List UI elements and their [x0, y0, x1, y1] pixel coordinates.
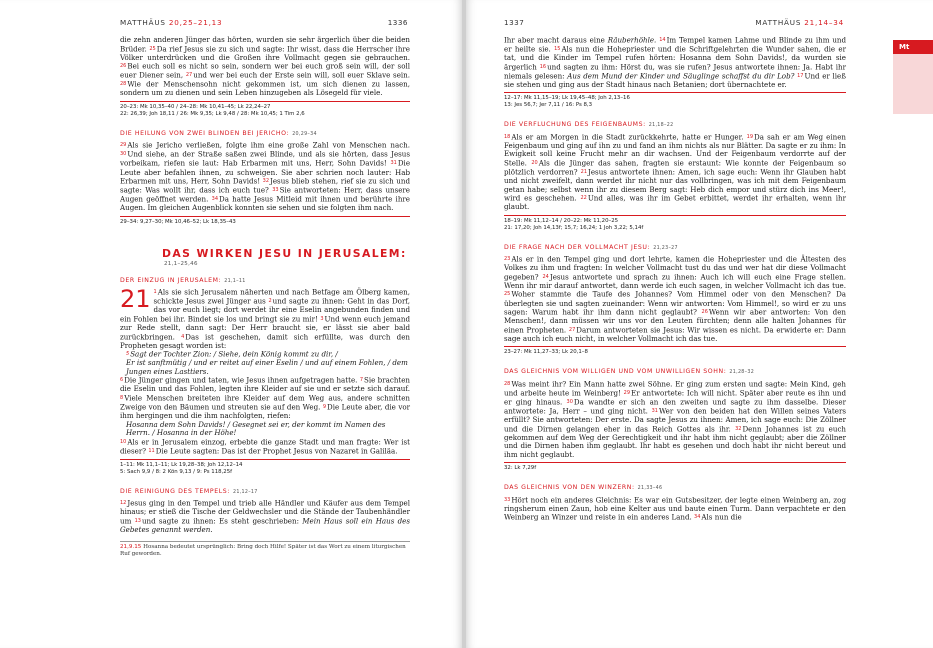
paragraph: $^{10}$Als er in Jerusalem einzog, erbebte die ganze Stadt und man fragte: Wer ist dieser? $^{11}$Die Leute sagten: Das ist der Prophet Jesus von Nazaret in Galiläa.	[120, 437, 410, 456]
verse-number: 26	[120, 63, 127, 70]
cross-references: 23–27: Mk 11,27–33; Lk 20,1–8	[504, 346, 846, 356]
paragraph: Ihr aber macht daraus eine Räuberhöhle. $^{14}$Im Tempel kamen Lahme und Blinde zu ihm und er heilte sie. $^{15}$Als nun die Hohepriester und die Schriftgelehrten die Wunder sahen, die er tat, und die Kinder im Tempel rufen hörten: Hosanna dem Sohn Davids!, da wurden sie ärgerlich $^{16}$und sagten zu ihm: Hörst du, was sie rufen? Jesus antwortete ihnen: Ja. Habt ihr niemals gelesen: Aus dem Mund der Kinder und Säuglinge schaffst du dir Lob? $^{17}$Und er ließ sie stehen und ging aus der Stadt hinaus nach Betanien; dort übernachtete er.	[504, 35, 847, 89]
book-tab-shade	[893, 54, 933, 114]
running-header	[504, 16, 844, 28]
paragraph: $^{23}$Als er in den Tempel ging und dort lehrte, kamen die Hohepriester und die Ältesten des Volkes zu ihm und fragten: In welcher Vollmacht tust du das und wer hat dir diese Vollmacht gegeben? $^{24}$Jesus antwortete und sprach zu ihnen: Auch ich will euch eine Frage stellen. Wenn ihr mir darauf antwortet, dann werde ich euch sagen, in welcher Vollmacht ich das tue. $^{25}$Woher stammte die Taufe des Johannes? Vom Himmel oder von den Menschen? Da überlegten sie und sagten zueinander: Wenn wir antworten: Vom Himmel!, so wird er zu uns sagen: Warum habt ihr ihm dann nicht geglaubt? $^{26}$Wenn wir aber antworten: Von den Menschen!, dann müssen wir uns vor den Leuten fürchten; denn alle halten Johannes für einen Propheten. $^{27}$Darum antworteten sie Jesus: Wir wissen es nicht. Da erwiderte er: Dann sage auch ich euch nicht, in welcher Vollmacht ich das tue.	[504, 254, 846, 343]
page-number: 1336	[387, 17, 408, 27]
verse-number: 28	[120, 81, 127, 88]
header-ref: 20,25–21,13	[168, 17, 223, 27]
paragraph: $^{33}$Hört noch ein anderes Gleichnis: Es war ein Gutsbesitzer, der legte einen Weinberg an, zog ringsherum einen Zaun, hob eine Kelter aus und baute einen Turm. Dann verpachtete er den Weinberg an Winzer und reiste in ein anderes Land. $^{34}$Als nun die	[504, 495, 846, 522]
paragraph: $^{29}$Als sie Jericho verließen, folgte ihm eine große Zahl von Menschen nach. $^{30}$Und siehe, an der Straße saßen zwei Blinde, und als sie hörten, dass Jesus vorbeikam, riefen sie laut: Hab Erbarmen mit uns, Herr, Sohn Davids! $^{31}$Die Leute aber befahlen ihnen, zu schweigen. Sie aber schrien noch lauter: Hab Erbarmen mit uns, Herr, Sohn Davids! $^{32}$Jesus blieb stehen, rief sie zu sich und sagte: Was wollt ihr, dass ich euch tue? $^{33}$Sie antworteten: Herr, dass unsere Augen geöffnet werden. $^{34}$Da hatte Jesus Mitleid mit ihnen und berührte ihre Augen. Im gleichen Augenblick konnten sie sehen und sie folgten ihm nach.	[120, 140, 411, 213]
header-book: MATTHÄUS	[755, 17, 802, 27]
page-number: 1337	[504, 17, 525, 27]
paragraph: 21 $^1$Als sie sich Jerusalem näherten und nach Betfage am Ölberg kamen, schickte Jesus zwei Jünger aus $^2$und sagte zu ihnen: Geht in das Dorf, das vor euch liegt; dort werdet ihr eine Eselin angebunden finden und ein Fohlen bei ihr. Bindet sie los und bringt sie zu mir! $^3$Und wenn euch jemand zur Rede stellt, dann sagt: Der Herr braucht sie, er lässt sie aber bald zurückbringen. $^4$Das ist geschehen, damit sich erfüllte, was durch den Propheten gesagt worden ist:	[120, 285, 410, 350]
cross-references: 1–11: Mk 11,1–11; Lk 19,28–38; Joh 12,12–14 5: Sach 9,9 / 8: 2 Kön 9,13 / 9: Ps 118,25f	[120, 459, 410, 476]
header-book: MATTHÄUS	[120, 17, 166, 27]
paragraph: die zehn anderen Jünger das hörten, wurden sie sehr ärgerlich über die beiden Brüder. $^{25}$Da rief Jesus sie zu sich und sagte: Ihr wisst, dass die Herrscher ihre Völker unterdrücken und die Großen ihre Vollmacht gegen sie gebrauchen. $^{26}$Bei euch soll es nicht so sein, sondern wer bei euch groß sein will, der soll euer Diener sein, $^{27}$und wer bei euch der Erste sein will, soll euer Sklave sein. $^{28}$Wie der Menschensohn nicht gekommen ist, um sich dienen zu lassen, sondern um zu dienen und sein Leben hinzugeben als Lösegeld für viele.	[120, 35, 410, 98]
section-heading: DIE VERFLUCHUNG DES FEIGENBAUMS: 21,18–22	[504, 121, 674, 129]
footnote: 21,9.15 Hosanna bedeutet ursprünglich: Bring doch Hilfe! Später ist das Wort zu einem liturgischen Ruf geworden.	[120, 541, 410, 558]
chapter-number: 21	[120, 285, 151, 314]
paragraph: $^{12}$Jesus ging in den Tempel und trieb alle Händler und Käufer aus dem Tempel hinaus; er stieß die Tische der Geldwechsler und die Stände der Taubenhändler um $^{13}$und sagte zu ihnen: Es steht geschrieben: Mein Haus soll ein Haus des Gebetes genannt werden.	[120, 498, 410, 534]
text-column	[120, 36, 410, 558]
section-heading: DIE REINIGUNG DES TEMPELS: 21,12–17	[120, 487, 258, 495]
running-header	[120, 16, 408, 28]
section-heading: DER EINZUG IN JERUSALEM: 21,1–11	[120, 276, 246, 284]
text-column	[504, 36, 846, 522]
paragraph: $^6$Die Jünger gingen und taten, wie Jesus ihnen aufgetragen hatte. $^7$Sie brachten die Eselin und das Fohlen, legten ihre Kleider auf sie und er setzte sich darauf. $^8$Viele Menschen breiteten ihre Kleider auf dem Weg aus, andere schnitten Zweige von den Bäumen und streuten sie auf den Weg. $^9$Die Leute aber, die vor ihm hergingen und die ihm nachfolgten, riefen:	[120, 375, 410, 421]
section-heading: DIE FRAGE NACH DER VOLLMACHT JESU: 21,23–27	[504, 243, 678, 251]
quotation: $^5$Sagt der Tochter Zion: / Siehe, dein König kommt zu dir, / Er ist sanftmütig / und er reitet auf einer Eselin / und auf einem Fohlen, / dem Jungen eines Lasttiers.	[126, 349, 408, 376]
header-ref: 21,14–34	[804, 17, 844, 27]
section-heading: DIE HEILUNG VON ZWEI BLINDEN BEI JERICHO: 20,29–34	[120, 129, 317, 137]
verse-number: 25	[149, 45, 156, 52]
right-page	[466, 0, 933, 648]
verse-number: 27	[185, 72, 193, 79]
cross-references: 32: Lk 7,29f	[504, 462, 846, 472]
paragraph: $^{28}$Was meint ihr? Ein Mann hatte zwei Söhne. Er ging zum ersten und sagte: Mein Kind, geh und arbeite heute im Weinberg! $^{29}$Er antwortete: Ich will nicht. Später aber reute es ihn und er ging hinaus. $^{30}$Da wandte er sich an den zweiten und sagte zu ihm dasselbe. Dieser antwortete: Ja, Herr – und ging nicht. $^{31}$Wer von den beiden hat den Willen seines Vaters erfüllt? Sie antworteten: Der erste. Da sagte Jesus zu ihnen: Amen, ich sage euch: Die Zöllner und die Dirnen gelangen eher in das Reich Gottes als ihr. $^{32}$Denn Johannes ist zu euch gekommen auf dem Weg der Gerechtigkeit und ihr habt ihm nicht geglaubt; aber die Zöllner und die Dirnen haben ihm geglaubt. Ihr habt es gesehen und doch habt ihr nicht bereut und ihm nicht geglaubt.	[504, 379, 846, 459]
cross-references: 20–23: Mk 10,35–40 / 24–28: Mk 10,41–45; Lk 22,24–27 22: 26,39; Joh 18,11 / 26: Mk 9,35; Lk 9,48 / 28: Mk 10,45; 1 Tim 2,6	[120, 101, 410, 118]
paragraph: $^{18}$Als er am Morgen in die Stadt zurückkehrte, hatte er Hunger. $^{19}$Da sah er am Weg einen Feigenbaum und ging auf ihn zu und fand an ihm nichts als nur Blätter. Da sagte er zu ihm: In Ewigkeit soll keine Frucht mehr an dir wachsen. Und der Feigenbaum verdorrte auf der Stelle. $^{20}$Als die Jünger das sahen, fragten sie erstaunt: Wie konnte der Feigenbaum so plötzlich verdorren? $^{21}$Jesus antwortete ihnen: Amen, ich sage euch: Wenn ihr Glauben habt und nicht zweifelt, dann werdet ihr nicht nur das vollbringen, was ich mit dem Feigenbaum getan habe; selbst wenn ihr zu diesem Berg sagt: Heb dich empor und stürz dich ins Meer!, wird es geschehen. $^{22}$Und alles, was ihr im Gebet erbittet, werdet ihr erhalten, wenn ihr glaubt.	[504, 132, 847, 212]
part-heading: DAS WIRKEN JESU IN JERUSALEM: 21,1–25,46	[162, 246, 407, 268]
book-tab-marker: Mt	[893, 40, 933, 54]
cross-references: 29–34: 9,27–30; Mk 10,46–52; Lk 18,35–43	[120, 216, 410, 226]
quotation: Hosanna dem Sohn Davids! / Gesegnet sei er, der kommt im Namen des Herrn. / Hosanna in der Höhe!	[126, 419, 386, 438]
section-heading: DAS GLEICHNIS VON DEN WINZERN: 21,33–46	[504, 484, 663, 492]
left-page	[0, 0, 462, 648]
cross-references: 18–19: Mk 11,12–14 / 20–22: Mk 11,20–25 21: 17,20; Joh 14,13f; 15,7; 16,24; 1 Joh 3,22; 5,14f	[504, 215, 846, 232]
section-heading: DAS GLEICHNIS VOM WILLIGEN UND VOM UNWILLIGEN SOHN: 21,28–32	[504, 368, 755, 376]
cross-references: 12–17: Mk 11,15–19; Lk 19,45–48; Joh 2,13–16 13: Jes 56,7; Jer 7,11 / 16: Ps 8,3	[504, 92, 846, 109]
